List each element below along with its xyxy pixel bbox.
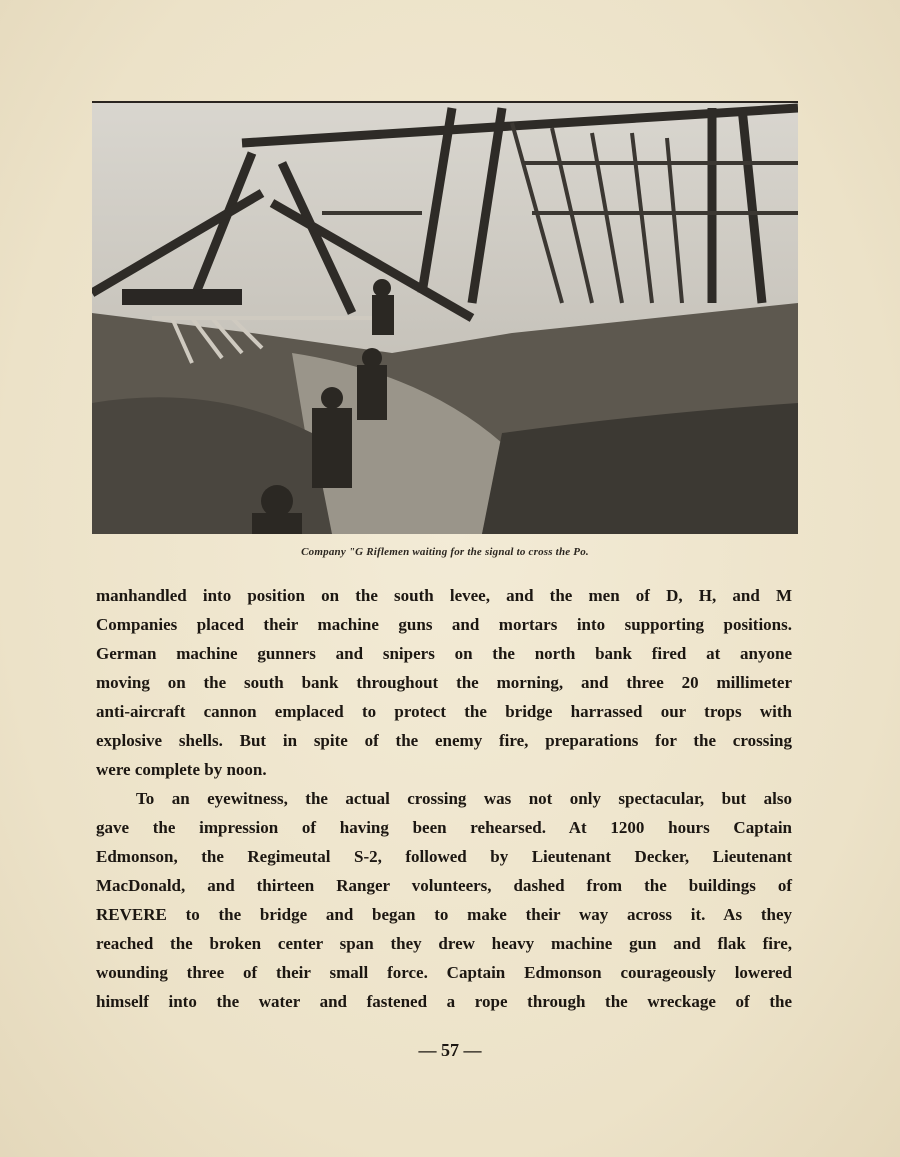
bridge-photo-icon <box>92 103 798 534</box>
text-line: were complete by noon. <box>96 760 267 779</box>
text-line: German machine gunners and snipers on the north bank fired at anyone <box>96 644 792 663</box>
page-body-text <box>96 581 792 1016</box>
text-line: reached the broken center span they drew heavy machine gun and flak fire, <box>96 934 792 953</box>
text-line: To an eyewitness, the actual crossing was not only spectacular, but also <box>136 789 792 808</box>
text-line: Edmonson, the Regimeutal S-2, followed by Lieutenant Decker, Lieutenant <box>96 847 792 866</box>
page-number: — 57 — <box>418 1040 482 1060</box>
text-line: MacDonald, and thirteen Ranger volunteers, dashed from the buildings of <box>96 876 792 895</box>
text-line: REVERE to the bridge and began to make their way across it. As they <box>96 905 792 924</box>
text-line: anti-aircraft cannon emplaced to protect the bridge harrassed our trops with <box>96 702 792 721</box>
bridge-photo <box>92 101 798 534</box>
text-line: himself into the water and fastened a rope through the wreckage of the <box>96 992 792 1011</box>
text-line: wounding three of their small force. Captain Edmonson courageously lowered <box>96 963 792 982</box>
text-line: manhandled into position on the south levee, and the men of D, H, and M <box>96 586 792 605</box>
text-line: gave the impression of having been rehearsed. At 1200 hours Captain <box>96 818 792 837</box>
text-line: Companies placed their machine guns and mortars into supporting positions. <box>96 615 792 634</box>
text-line: explosive shells. But in spite of the enemy fire, preparations for the crossing <box>96 731 792 750</box>
photo-caption: Company "G Riflemen waiting for the signal to cross the Po. <box>301 546 589 558</box>
text-line: moving on the south bank throughout the morning, and three 20 millimeter <box>96 673 792 692</box>
